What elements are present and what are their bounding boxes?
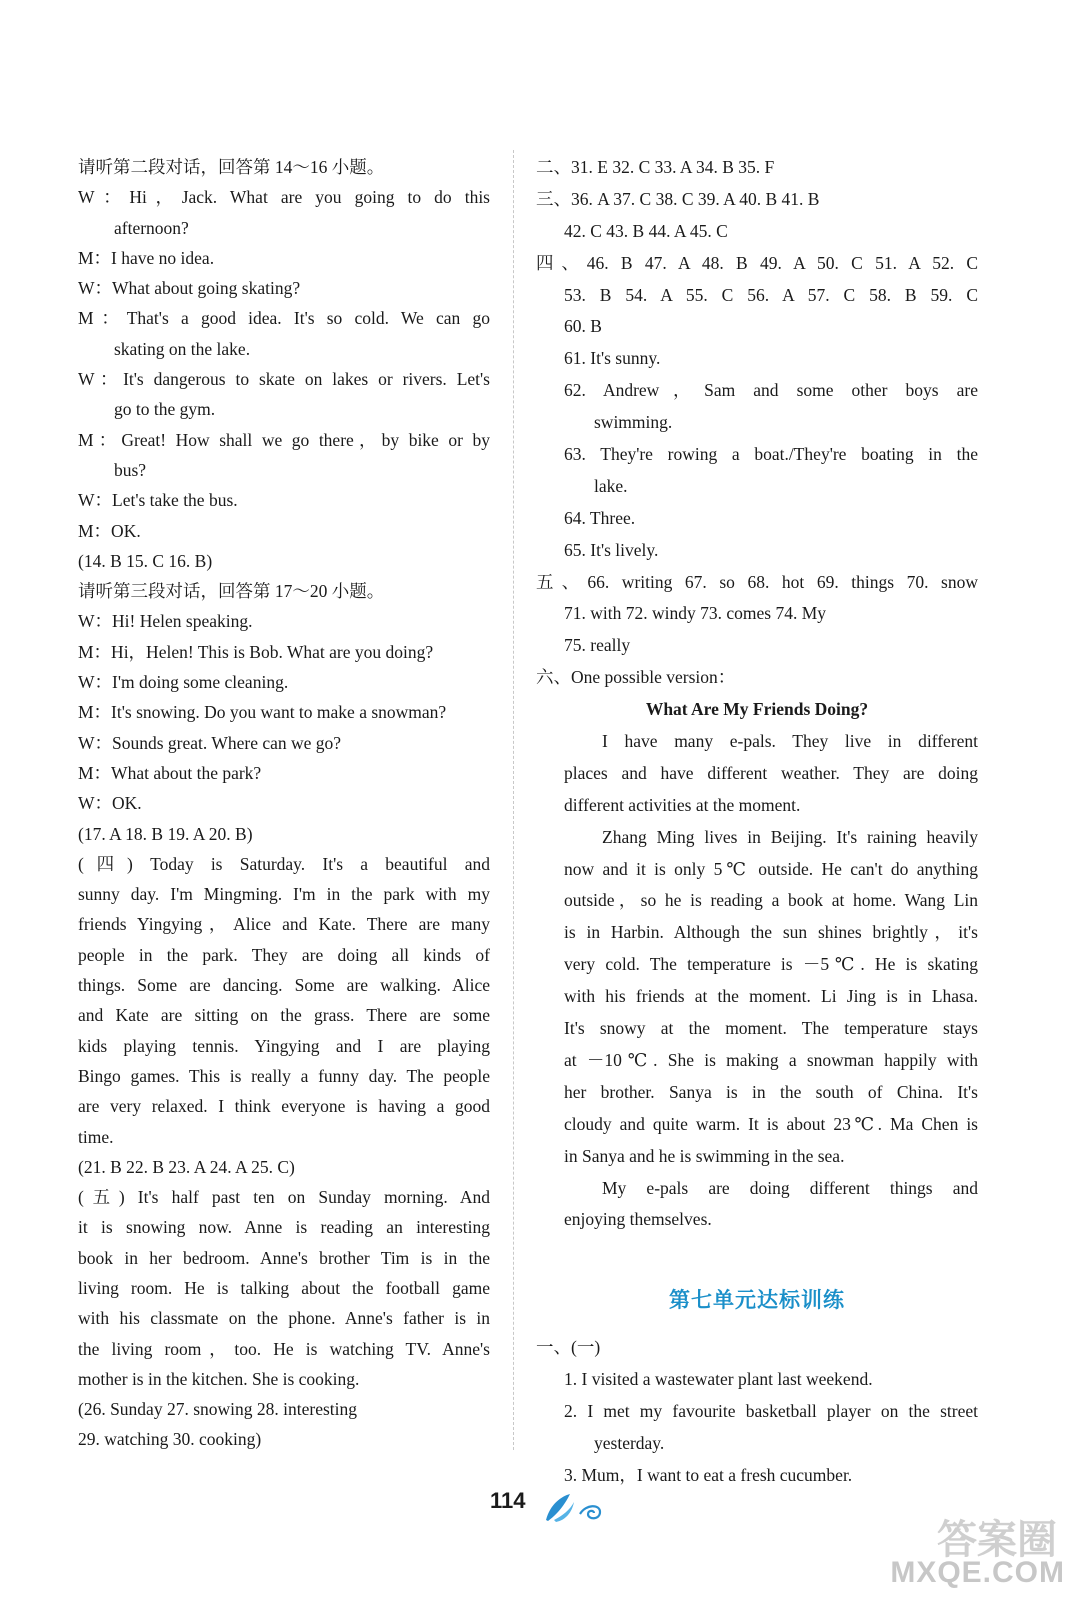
right-column-line: 六、One possible version：: [536, 667, 736, 688]
left-column-line: M：What about the park?: [78, 762, 262, 783]
right-column-line: her brother. Sanya is in the south of China. It's: [564, 1081, 978, 1102]
right-column-line: 3. Mum，I want to eat a fresh cucumber.: [564, 1464, 853, 1485]
right-column-line: [536, 1236, 978, 1268]
left-column-line: sunny day. I'm Mingming. I'm in the park with my: [78, 884, 490, 905]
right-column-line: 2. I met my favourite basketball player on the street: [564, 1400, 978, 1421]
right-column-line: 42. C 43. B 44. A 45. C: [564, 220, 728, 241]
right-column-line: 53. B 54. A 55. C 56. A 57. C 58. B 59. C: [564, 284, 978, 305]
left-column-line: (21. B 22. B 23. A 24. A 25. C): [78, 1156, 295, 1177]
left-column-line: skating on the lake.: [114, 338, 251, 359]
left-column-line: are very relaxed. I think everyone is having a good: [78, 1096, 490, 1117]
left-column-line: afternoon?: [114, 217, 189, 238]
right-column-line: 五、66. writing 67. so 68. hot 69. things 70. snow: [536, 571, 978, 592]
left-column-line: bus?: [114, 459, 147, 480]
left-column-line: friends Yingying，Alice and Kate. There are many: [78, 914, 490, 935]
left-column-line: M：Hi，Helen! This is Bob. What are you doing?: [78, 641, 434, 662]
right-column-line: cloudy and quite warm. It is about 23℃. Ma Chen is: [564, 1113, 978, 1134]
right-column-line: is in Harbin. Although the sun shines brightly，it's: [564, 922, 978, 943]
leaf-swirl-icon: [540, 1490, 618, 1531]
left-column-line: (五) It's half past ten on Sunday morning. And: [78, 1187, 490, 1208]
right-column-line: outside，so he is reading a book at home. Wang Lin: [564, 890, 978, 911]
right-column: [536, 152, 978, 1492]
column-divider: [513, 150, 514, 1450]
right-column-line: 三、36. A 37. C 38. C 39. A 40. B 41. B: [536, 188, 820, 209]
left-column-line: W：OK.: [78, 793, 142, 814]
left-column-line: W：I'm doing some cleaning.: [78, 672, 289, 693]
right-column-line: now and it is only 5℃ outside. He can't do anything: [564, 858, 978, 879]
right-column-line: swimming.: [594, 412, 673, 433]
left-column-line: Bingo games. This is really a funny day. The people: [78, 1065, 490, 1086]
right-column-line: 63. They're rowing a boat./They're boating in the: [564, 444, 978, 465]
left-column-line: book in her bedroom. Anne's brother Tim is in the: [78, 1247, 490, 1268]
right-column-line: I have many e-pals. They live in different: [602, 731, 978, 752]
right-column-line: 四、46. B 47. A 48. B 49. A 50. C 51. A 52. C: [536, 252, 978, 273]
left-column-line: (17. A 18. B 19. A 20. B): [78, 823, 253, 844]
right-column-line: enjoying themselves.: [564, 1209, 712, 1230]
right-column-line: 1. I visited a wastewater plant last weekend.: [564, 1369, 873, 1390]
left-column-line: 请听第二段对话，回答第 14～16 小题。: [78, 157, 385, 177]
left-column-line: W：It's dangerous to skate on lakes or rivers. Let's: [78, 369, 490, 390]
left-column-line: (14. B 15. C 16. B): [78, 550, 213, 571]
left-column-line: 29. watching 30. cooking): [78, 1429, 262, 1450]
right-column-line: in Sanya and he is swimming in the sea.: [564, 1145, 845, 1166]
left-column-line: M：I have no idea.: [78, 247, 215, 268]
left-column-line: W：Hi! Helen speaking.: [78, 611, 253, 632]
left-column-line: living room. He is talking about the football game: [78, 1277, 490, 1298]
right-column-line: 75. really: [564, 635, 631, 656]
right-column-line: 64. Three.: [564, 507, 636, 528]
right-column-line: with his friends at the moment. Li Jing is in Lhasa.: [564, 986, 978, 1007]
right-column-line: 一、(一): [536, 1337, 601, 1358]
left-column-line: with his classmate on the phone. Anne's father is in: [78, 1308, 490, 1329]
left-column-line: time.: [78, 1126, 114, 1147]
right-column-line: at －10℃. She is making a snowman happily with: [564, 1049, 978, 1070]
left-column-line: it is snowing now. Anne is reading an interesting: [78, 1217, 490, 1238]
right-column-line: What Are My Friends Doing?: [645, 699, 869, 720]
left-column-line: W：Sounds great. Where can we go?: [78, 732, 342, 753]
right-column-line: 65. It's lively.: [564, 539, 659, 560]
left-column-line: and Kate are sitting on the grass. There are some: [78, 1005, 490, 1026]
left-column-line: W：Hi，Jack. What are you going to do this: [78, 187, 490, 208]
left-column-line: M：OK.: [78, 520, 141, 541]
right-column-line: places and have different weather. They are doing: [564, 762, 978, 783]
left-column-line: W：Let's take the bus.: [78, 490, 238, 511]
left-column-line: 请听第三段对话，回答第 17～20 小题。: [78, 581, 385, 602]
right-column-line: 62. Andrew，Sam and some other boys are: [564, 380, 978, 401]
left-column-line: things. Some are dancing. Some are walking. Alice: [78, 975, 490, 996]
left-column-line: kids playing tennis. Yingying and I are playing: [78, 1035, 490, 1056]
right-column-line: 71. with 72. windy 73. comes 74. My: [564, 603, 827, 624]
right-column-line: My e-pals are doing different things and: [602, 1177, 978, 1198]
right-column-line: lake.: [594, 475, 628, 496]
right-column-line: yesterday.: [594, 1432, 665, 1453]
left-column-line: (四) Today is Saturday. It's a beautiful and: [78, 853, 490, 874]
left-column-line: M：It's snowing. Do you want to make a snowman?: [78, 702, 447, 723]
left-column-line: W：What about going skating?: [78, 278, 301, 299]
left-column: [78, 152, 490, 1455]
page-number: 114: [490, 1488, 526, 1513]
right-column-line: 二、31. E 32. C 33. A 34. B 35. F: [536, 157, 775, 177]
left-column-line: M：That's a good idea. It's so cold. We can go: [78, 308, 490, 329]
right-column-line: different activities at the moment.: [564, 794, 801, 815]
left-column-line: M：Great! How shall we go there，by bike or by: [78, 429, 490, 450]
left-column-line: people in the park. They are doing all kinds of: [78, 944, 490, 965]
left-column-line: (26. Sunday 27. snowing 28. interesting: [78, 1399, 358, 1420]
right-column-line: 60. B: [564, 316, 602, 337]
watermark: [885, 1508, 1065, 1590]
left-column-line: the living room，too. He is watching TV. Anne's: [78, 1338, 490, 1359]
watermark-url: MXQE.COM: [890, 1556, 1065, 1589]
right-column-line: very cold. The temperature is －5℃. He is skating: [564, 954, 978, 975]
right-column-line: Zhang Ming lives in Beijing. It's raining heavily: [602, 826, 978, 847]
left-column-line: go to the gym.: [114, 399, 216, 420]
right-column-line: It's snowy at the moment. The temperature stays: [564, 1018, 978, 1039]
left-column-line: mother is in the kitchen. She is cooking.: [78, 1368, 360, 1389]
watermark-cn: 答案圈: [937, 1517, 1057, 1563]
right-column-line: 61. It's sunny.: [564, 348, 661, 369]
right-column-line: 第七单元达标训练: [669, 1288, 845, 1313]
